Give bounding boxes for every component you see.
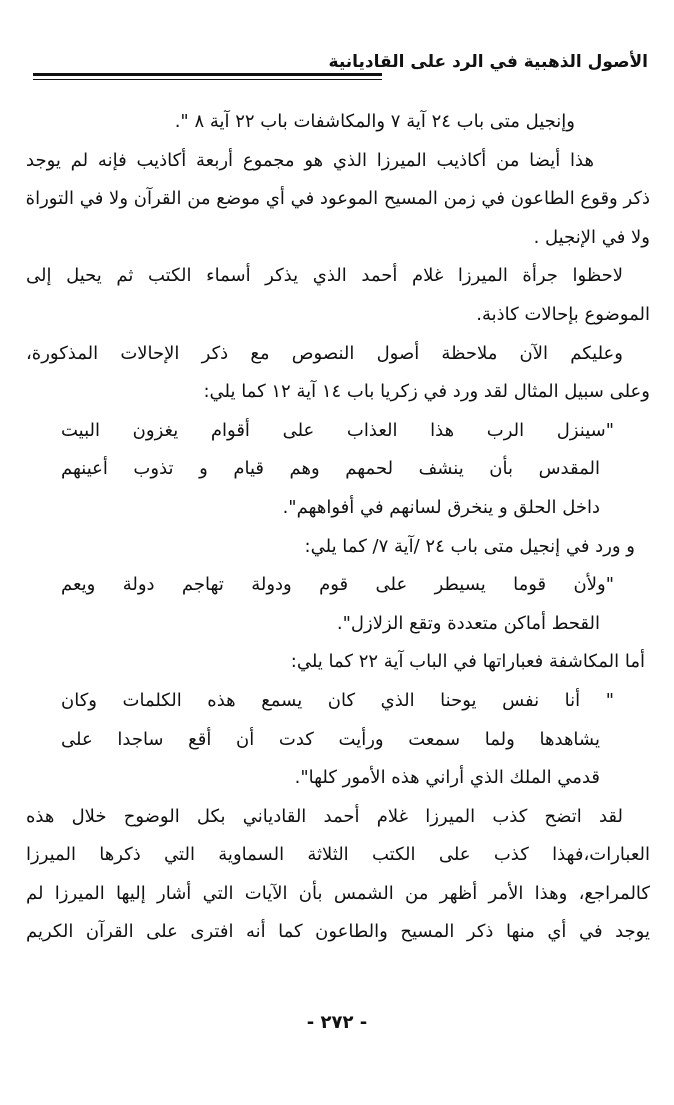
text-line: يوجد في أي منها ذكر المسيح والطاعون كما أنه افترى على القرآن الكريم bbox=[26, 921, 650, 943]
text-line: ذكر وقوع الطاعون في زمن المسيح الموعود في أي موضع من القرآن ولا في التوراة bbox=[25, 188, 650, 210]
text-line: وعلى سبيل المثال لقد ورد في زكريا باب ١٤ آية ١٢ كما يلي: bbox=[203, 381, 650, 403]
body-text bbox=[26, 106, 650, 955]
text-line: الموضوع بإحالات كاذبة. bbox=[476, 303, 650, 325]
quote-line: " أنا نفس يوحنا الذي كان يسمع هذه الكلمات وكان bbox=[61, 689, 614, 711]
header-rule-thick bbox=[33, 73, 382, 76]
text-line: هذا أيضا من أكاذيب الميرزا الذي هو مجموع أربعة أكاذيب فإنه لم يوجد bbox=[26, 149, 594, 171]
text-line: و ورد في إنجيل متى باب ٢٤ /آية ٧/ كما يلي: bbox=[304, 535, 635, 557]
quote-line: داخل الحلق و ينخرق لسانهم في أفواههم". bbox=[282, 496, 600, 518]
text-line: وعليكم الآن ملاحظة أصول النصوص مع ذكر الإحالات المذكورة، bbox=[26, 342, 623, 364]
text-line: كالمراجع، وهذا الأمر أظهر من الشمس بأن الآيات التي أشار إليها الميرزا لم bbox=[26, 882, 650, 904]
text-line: أما المكاشفة فعباراتها في الباب آية ٢٢ كما يلي: bbox=[290, 651, 645, 673]
quote-line: "ولأن قوما يسيطر على قوم ودولة تهاجم دولة ويعم bbox=[61, 574, 614, 596]
text-line: ولا في الإنجيل . bbox=[533, 226, 650, 248]
text-line: العبارات،فهذا كذب على الكتب الثلاثة السماوية التي ذكرها الميرزا bbox=[26, 844, 650, 866]
quote-line: قدمي الملك الذي أراني هذه الأمور كلها". bbox=[294, 767, 600, 789]
header-rule-thin bbox=[33, 79, 382, 80]
text-line: لاحظوا جرأة الميرزا غلام أحمد الذي يذكر أسماء الكتب ثم يحيل إلى bbox=[26, 265, 623, 287]
quote-line: "سينزل الرب هذا العذاب على أقوام يغزون البيت bbox=[61, 419, 614, 441]
text-line: لقد اتضح كذب الميرزا غلام أحمد القادياني بكل الوضوح خلال هذه bbox=[26, 805, 623, 827]
text-line: وإنجيل متى باب ٢٤ آية ٧ والمكاشفات باب ٢٢ آية ٨ ". bbox=[174, 111, 575, 132]
running-title: الأصول الذهبية في الرد على القاديانية bbox=[328, 52, 648, 72]
page-number: - ٢٧٢ - bbox=[306, 1012, 368, 1033]
quote-line: القحط أماكن متعددة وتقع الزلازل". bbox=[336, 612, 600, 634]
quote-line: المقدس بأن ينشف لحمهم وهم قيام و تذوب أعينهم bbox=[61, 458, 600, 480]
quote-line: يشاهدها ولما سمعت ورأيت كدت أن أقع ساجدا على bbox=[61, 728, 600, 750]
